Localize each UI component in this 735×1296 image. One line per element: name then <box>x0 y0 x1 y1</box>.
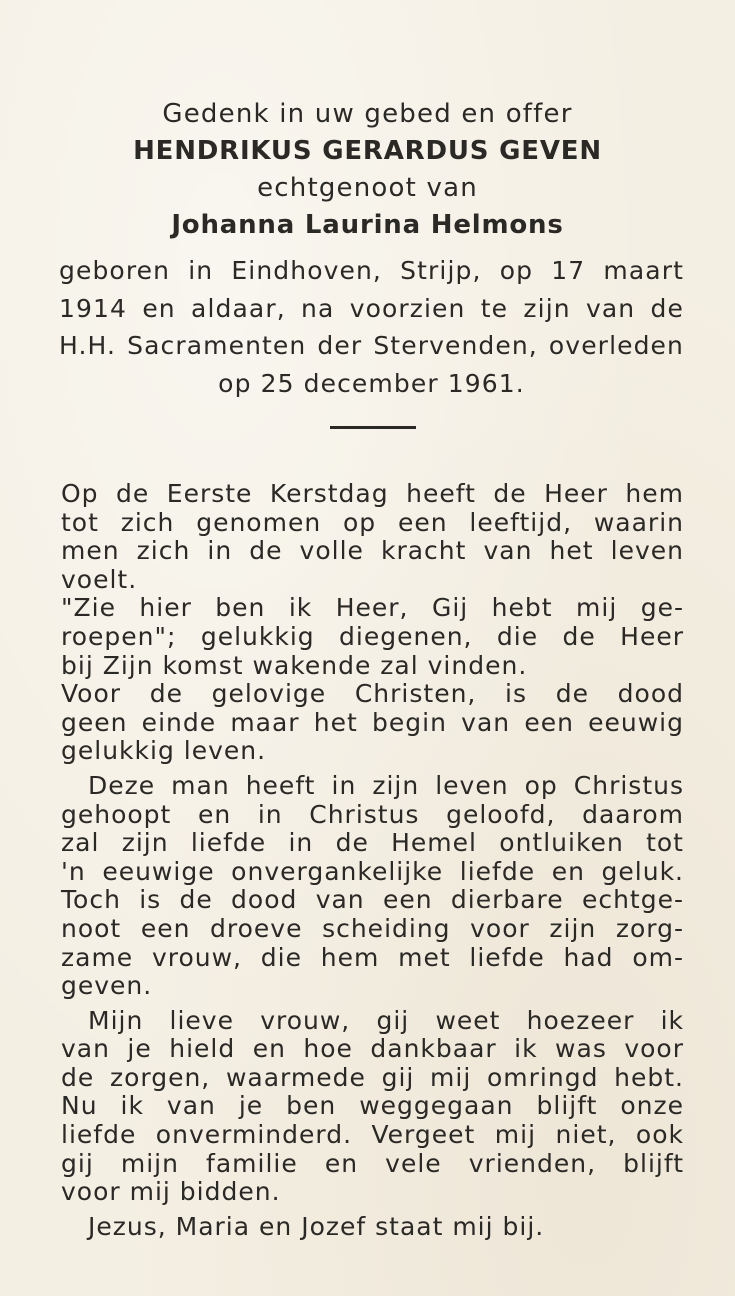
text-line: zal zijn liefde in de Hemel ontluiken tot <box>61 828 684 858</box>
text-line: de zorgen, waarmede gij mij omringd hebt. <box>61 1062 684 1092</box>
text-line: Voor de gelovige Christen, is de dood <box>61 679 684 709</box>
text-line: roepen"; gelukkig diegenen, die de Heer <box>61 621 684 651</box>
text-line: gelukkig leven. <box>61 736 267 766</box>
text-line: geen einde maar het begin van een eeuwig <box>61 707 684 737</box>
text-line: tot zich genomen op een leeftijd, waarin <box>61 507 684 537</box>
text-line: 'n eeuwige onvergankelijke liefde en geluk. <box>61 856 684 886</box>
text-line: van je hield en hoe dankbaar ik was voor <box>61 1034 684 1064</box>
text-line: bij Zijn komst wakende zal vinden. <box>61 650 528 680</box>
memorial-text <box>61 480 684 1241</box>
text-line: geven. <box>61 971 153 1001</box>
detail-line: H.H. Sacramenten der Stervenden, overleden <box>59 331 684 360</box>
text-line: men zich in de volle kracht van het leven <box>61 536 684 566</box>
text-line: gehoopt en in Christus geloofd, daarom <box>61 799 684 829</box>
detail-line: op 25 december 1961. <box>218 368 525 398</box>
text-line: voor mij bidden. <box>61 1177 281 1207</box>
birth-death-details <box>59 252 684 402</box>
spouse-name: Johanna Laurina Helmons <box>171 210 564 240</box>
detail-line: 1914 en aldaar, na voorzien te zijn van de <box>59 293 684 323</box>
text-line: gij mijn familie en vele vrienden, blijft <box>61 1148 684 1178</box>
dedication-line: Gedenk in uw gebed en offer <box>162 99 573 129</box>
text-line: voelt. <box>61 564 138 594</box>
text-line: Deze man heeft in zijn leven op Christus <box>88 770 684 800</box>
text-line: Mijn lieve vrouw, gij weet hoezeer ik <box>88 1005 684 1035</box>
deceased-name: HENDRIKUS GERARDUS GEVEN <box>133 136 602 166</box>
text-line: zame vrouw, die hem met liefde had om- <box>61 942 684 972</box>
text-line: liefde onverminderd. Vergeet mij niet, ook <box>61 1120 684 1150</box>
card-header <box>40 96 695 244</box>
spouse-relation-line: echtgenoot van <box>257 173 478 203</box>
text-line: Nu ik van je ben weggegaan blijft onze <box>61 1091 684 1121</box>
text-line: noot een droeve scheiding voor zijn zorg- <box>61 913 684 943</box>
text-line: Op de Eerste Kerstdag heeft de Heer hem <box>61 479 684 508</box>
text-line: "Zie hier ben ik Heer, Gij hebt mij ge- <box>61 593 684 623</box>
divider-rule <box>330 426 416 429</box>
detail-line: geboren in Eindhoven, Strijp, op 17 maart <box>59 256 684 285</box>
closing-prayer: Jezus, Maria en Jozef staat mij bij. <box>88 1211 545 1241</box>
text-line: Toch is de dood van een dierbare echtge- <box>61 885 684 915</box>
